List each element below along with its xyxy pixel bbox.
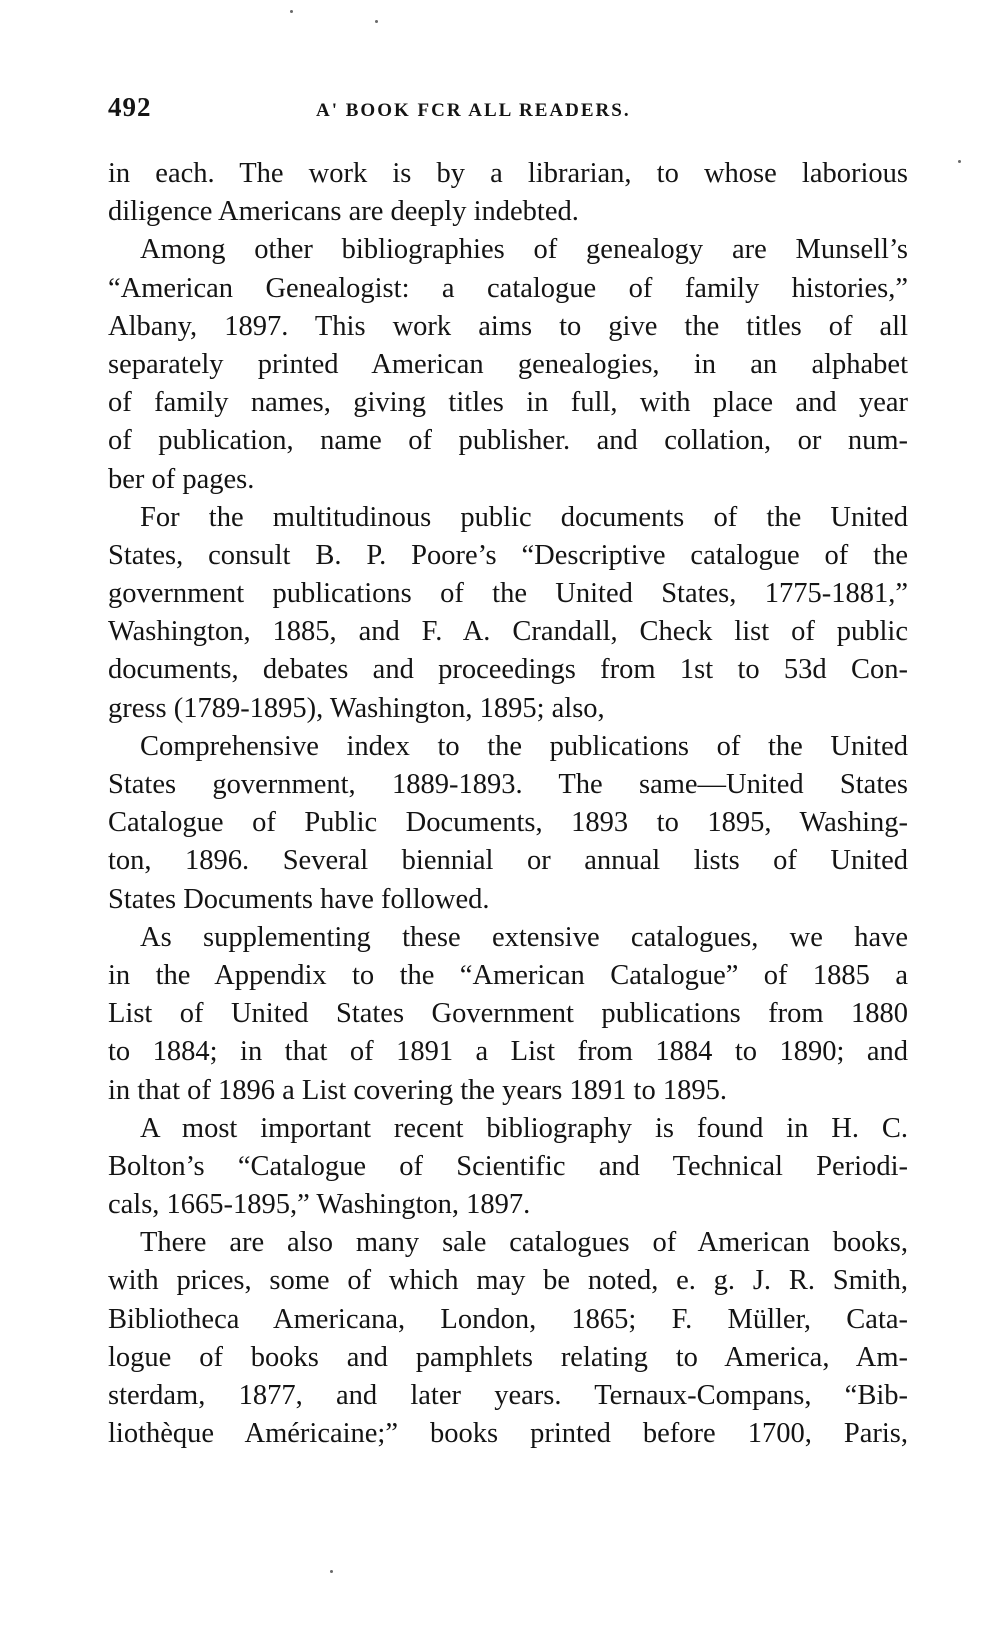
scan-speck	[958, 160, 961, 163]
paragraph	[108, 1110, 908, 1225]
text-line: liothèque Américaine;” books printed before 1700, Paris,	[108, 1418, 908, 1450]
text-line: For the multitudinous public documents of the United	[140, 501, 908, 533]
text-line: of publication, name of publisher. and collation, or num-	[108, 425, 908, 457]
page-number: 492	[108, 92, 152, 122]
text-line: in each. The work is by a librarian, to whose laborious	[108, 158, 908, 189]
text-line: States government, 1889-1893. The same—United States	[108, 769, 908, 800]
text-line: Bolton’s “Catalogue of Scientific and Technical Periodi-	[108, 1150, 908, 1182]
text-line: gress (1789-1895), Washington, 1895; also,	[108, 692, 605, 724]
scan-speck	[375, 20, 378, 23]
text-line: Comprehensive index to the publications of the United	[140, 730, 908, 762]
page-header	[108, 92, 908, 132]
text-line: in the Appendix to the “American Catalogue” of 1885 a	[108, 959, 908, 991]
text-line: to 1884; in that of 1891 a List from 1884 to 1890; and	[108, 1036, 908, 1068]
paragraph	[108, 155, 908, 231]
text-line: government publications of the United States, 1775-1881,”	[108, 578, 908, 610]
text-line: There are also many sale catalogues of American books,	[140, 1227, 908, 1259]
paragraph	[108, 231, 908, 498]
text-line: ton, 1896. Several biennial or annual lists of United	[108, 845, 908, 877]
text-line: Catalogue of Public Documents, 1893 to 1895, Washing-	[108, 807, 908, 839]
text-line: States, consult B. P. Poore’s “Descriptive catalogue of the	[108, 539, 908, 571]
text-line: As supplementing these extensive catalogues, we have	[140, 921, 908, 953]
text-line: Bibliotheca Americana, London, 1865; F. Müller, Cata-	[108, 1303, 908, 1335]
body-text	[108, 155, 908, 1453]
text-line: documents, debates and proceedings from 1st to 53d Con-	[108, 654, 908, 686]
paragraph	[108, 919, 908, 1110]
text-line: in that of 1896 a List covering the years 1891 to 1895.	[108, 1074, 727, 1106]
text-line: with prices, some of which may be noted, e. g. J. R. Smith,	[108, 1265, 908, 1297]
text-line: logue of books and pamphlets relating to America, Am-	[108, 1341, 908, 1373]
running-head: A' BOOK FCR ALL READERS.	[316, 100, 631, 121]
text-line: Among other bibliographies of genealogy are Munsell’s	[140, 234, 908, 266]
text-line: Albany, 1897. This work aims to give the titles of all	[108, 310, 908, 342]
text-line: diligence Americans are deeply indebted.	[108, 196, 579, 228]
text-line: “American Genealogist: a catalogue of family histories,”	[108, 272, 908, 304]
text-line: of family names, giving titles in full, with place and year	[108, 387, 908, 419]
text-line: ber of pages.	[108, 463, 255, 495]
paragraph	[108, 1224, 908, 1453]
text-line: cals, 1665-1895,” Washington, 1897.	[108, 1189, 531, 1221]
paragraph	[108, 499, 908, 728]
scan-speck	[290, 10, 293, 13]
text-line: Washington, 1885, and F. A. Crandall, Check list of public	[108, 616, 908, 648]
text-line: sterdam, 1877, and later years. Ternaux-Compans, “Bib-	[108, 1380, 908, 1411]
paragraph	[108, 728, 908, 919]
text-line: A most important recent bibliography is found in H. C.	[140, 1112, 908, 1144]
text-line: List of United States Government publications from 1880	[108, 998, 908, 1030]
text-line: States Documents have followed.	[108, 883, 490, 915]
text-line: separately printed American genealogies, in an alphabet	[108, 348, 908, 380]
scan-speck	[330, 1570, 333, 1573]
